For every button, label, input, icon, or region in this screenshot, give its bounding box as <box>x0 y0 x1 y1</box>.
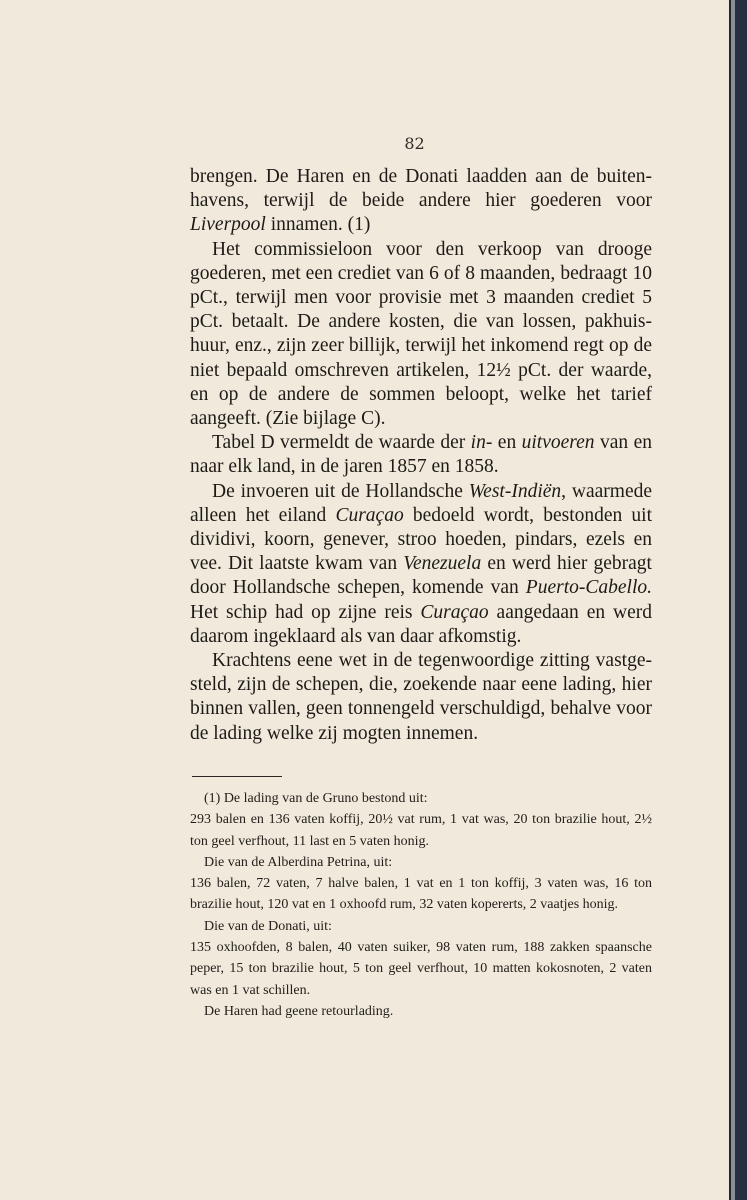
italic-run: Curaçao <box>420 601 489 623</box>
body-text <box>190 165 652 746</box>
paragraph <box>190 480 652 649</box>
text-run: Het commissieloon voor den verkoop van drooge goederen, met een crediet van 6 of 8 maanden, bedraagt 10 pCt., terwijl men voor provisie met 3 maanden crediet 5 pCt. betaalt. De andere kosten, die van lossen, pakhuishuur, enz., zijn zeer billijk, terwijl het inkomend regt op de niet bepaald omschreven artikelen, 12½ pCt. der waarde, en op de andere de sommen beloopt, welke het tarief aangeeft. (Zie bijlage C). <box>190 238 652 430</box>
text-run: brengen. De Haren en de Donati laadden aan de buitenhavens, terwijl de beide andere hier goederen voor <box>190 166 652 212</box>
text-run: en <box>492 432 522 454</box>
text-run: innamen. (1) <box>265 214 371 236</box>
text-run: De invoeren uit de Hollandsche <box>212 480 469 502</box>
italic-run: in- <box>470 432 493 454</box>
text-run: van en naar elk land, in de jaren 1857 en 1858. <box>190 432 653 478</box>
footnote-alberdina-heading: Die van de Alberdina Petrina, uit: <box>204 854 393 870</box>
text-run: Tabel D vermeldt de waarde der <box>212 432 471 454</box>
italic-run: Liverpool <box>190 214 266 236</box>
text-run: Krachtens eene wet in de tegenwoordige zitting vastgesteld, zijn de schepen, die, zoekende naar eene lading, hier binnen vallen, geen tonnengeld verschuldigd, behalve voor de lading welke zij mogten innemen. <box>190 650 652 744</box>
paragraph <box>190 238 652 432</box>
italic-run: Venezuela <box>403 553 482 575</box>
italic-run: West-Indiën <box>468 480 562 502</box>
book-cover-edge <box>735 0 747 1200</box>
footnote-alberdina-cargo: 136 balen, 72 vaten, 7 halve balen, 1 vat en 1 ton koffij, 3 vaten was, 16 ton brazilie hout, 120 vat en 1 oxhoofd rum, 32 vaten kopererts, 2 vaatjes honig. <box>190 876 652 913</box>
text-run: , waarmede alleen het eiland <box>190 480 653 526</box>
footnote-divider <box>192 776 282 777</box>
paragraph <box>190 649 652 746</box>
text-run: bedoeld wordt, bestonden uit dividivi, koorn, genever, stroo hoeden, pindars, ezels en vee. Dit laatste kwam van <box>190 504 652 575</box>
text-run: en werd hier gebragt door Hollandsche schepen, komende van <box>190 553 652 599</box>
footnote-haren-note: De Haren had geene retourlading. <box>204 1003 394 1019</box>
footnote <box>190 788 652 1022</box>
paragraph <box>190 165 652 238</box>
text-run: aangedaan en werd daarom ingeklaard als van daar afkomstig. <box>190 601 652 647</box>
page-number: 82 <box>404 134 425 153</box>
footnote-gruno-cargo: 293 balen en 136 vaten koffij, 20½ vat rum, 1 vat was, 20 ton brazilie hout, 2½ ton geel verfhout, 11 last en 5 vaten honig. <box>190 812 652 849</box>
footnote-donati-heading: Die van de Donati, uit: <box>204 918 332 934</box>
footnote-donati-cargo: 135 oxhoofden, 8 balen, 40 vaten suiker, 98 vaten rum, 188 zakken spaansche peper, 15 ton brazilie hout, 5 ton geel verfhout, 10 matten kokosnoten, 2 vaten was en 1 vat schillen. <box>190 940 652 998</box>
text-run: Het schip had op zijne reis <box>190 601 421 623</box>
italic-run: Curaçao <box>335 504 404 526</box>
italic-run: Puerto-Cabello. <box>525 577 652 599</box>
footnote-intro: (1) De lading van de Gruno bestond uit: <box>204 791 428 806</box>
paragraph <box>190 431 652 479</box>
italic-run: uitvoeren <box>521 432 595 454</box>
